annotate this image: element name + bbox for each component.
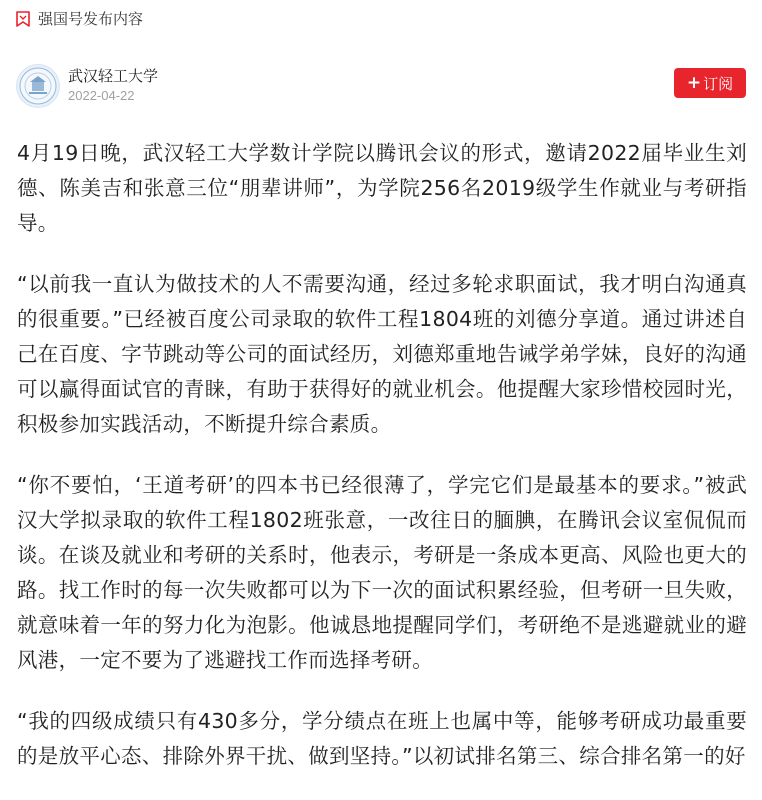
plus-icon: + [686, 72, 702, 93]
article-paragraph: 4月19日晚，武汉轻工大学数计学院以腾讯会议的形式，邀请2022届毕业生刘德、陈美吉和张意三位“朋辈讲师”，为学院256名2019级学生作就业与考研指导。 [17, 141, 747, 235]
top-bar-label: 强国号发布内容 [38, 10, 144, 28]
university-logo-icon [17, 65, 59, 107]
article-paragraph: “我的四级成绩只有430多分，学分绩点在班上也属中等，能够考研成功最重要的是放平心态、排除外界干扰、做到坚持。”以初试排名第三、综合排名第一的好 [17, 709, 747, 768]
article-paragraph: “你不要怕，‘王道考研’的四本书已经很薄了，学完它们是最基本的要求。”被武汉大学拟录取的软件工程1802班张意，一改往日的腼腆，在腾讯会议室侃侃而谈。在谈及就业和考研的关系时，他表示，考研是一条成本更高、风险也更大的路。找工作时的每一次失败都可以为下一次的面试积累经验，但考研一旦失败，就意味着一年的努力化为泡影。他诚恳地提醒同学们，考研绝不是逃避就业的避风港，一定不要为了逃避找工作而选择考研。 [17, 473, 747, 672]
author-name[interactable]: 武汉轻工大学 [68, 67, 159, 85]
bookmark-flag-icon [16, 11, 30, 27]
article-paragraph: “以前我一直认为做技术的人不需要沟通，经过多轮求职面试，我才明白沟通真的很重要。”已经被百度公司录取的软件工程1804班的刘德分享道。通过讲述自己在百度、字节跳动等公司的面试经历，刘德郑重地告诫学弟学妹，良好的沟通可以赢得面试官的青睐，有助于获得好的就业机会。他提醒大家珍惜校园时光，积极参加实践活动，不断提升综合素质。 [17, 272, 747, 436]
publish-date: 2022-04-22 [68, 88, 135, 103]
article-body [17, 136, 747, 800]
top-bar [16, 8, 143, 30]
subscribe-button[interactable] [674, 68, 746, 98]
avatar[interactable] [16, 64, 60, 108]
author-row [16, 62, 746, 108]
subscribe-label: 订阅 [703, 74, 734, 93]
